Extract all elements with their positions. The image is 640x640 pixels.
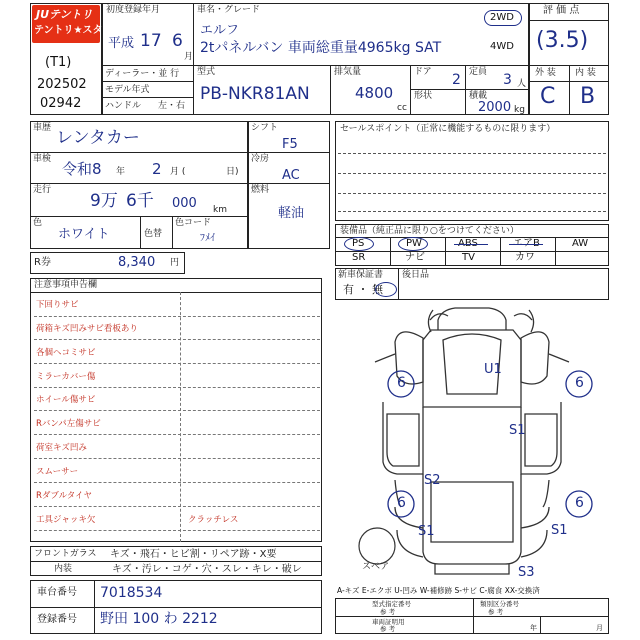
note-item-right: クラッチレス [188,515,239,525]
interior-grade: B [580,84,596,109]
damage-mark-s3: S3 [518,565,535,580]
displacement-value: 4800 [355,84,394,102]
displacement-unit: cc [397,103,407,113]
equip-airbag: エアB [513,238,540,249]
note-item: 荷室キズ凹み [36,443,87,453]
capacity-value: 3 [503,72,512,88]
mileage-label: 走行 [33,185,52,195]
model-year-label: モデル年式 [105,85,150,95]
footer-ref-3: 参 考 [380,625,396,633]
ticket-number-2: 02942 [40,96,82,111]
fuel-label: 燃料 [251,185,270,195]
dealer-label: ディーラー・並 行 [105,69,180,79]
footer-vehicle-cert: 車両証明用 [372,618,405,626]
equip-navi: ナビ [405,252,425,263]
warranty-circle [375,282,397,297]
inspection-day-unit: 日) [226,167,239,177]
doors-value: 2 [452,72,461,88]
capacity-label: 定員 [469,67,488,77]
mileage-rest: 000 [172,196,197,211]
equip-ps-circle [344,237,374,251]
front-glass-value: キズ・飛石・ヒビ割・リペア跡・X要 [110,549,277,560]
color-code-label: 色コード [175,218,212,228]
interior-cond-value: キズ・汚レ・コゲ・穴・スレ・キレ・破レ [112,564,302,575]
equipment-label: 装備品（純正品に限り○をつけてください） [340,226,519,236]
front-glass-label: フロントガラス [34,549,97,559]
plate-label: 登録番号 [37,614,77,625]
damage-mark-s1-right: S1 [551,523,568,538]
damage-mark-6-left-front: 6 [397,375,406,391]
first-reg-month: 6 [172,31,183,51]
mileage-sen: 6千 [126,191,154,211]
damage-mark-6-right-front: 6 [575,375,584,391]
note-item: 荷箱キズ凹みサビ看板あり [36,324,138,334]
recycle-label: R券 [34,257,51,268]
warranty-label: 新車保証書 [338,270,384,280]
note-item: 工具ジャッキ欠 [36,515,96,525]
inspection-year-unit: 年 [116,167,126,177]
notes-label: 注意事項申告欄 [34,280,98,290]
footer-ref-2: 参 考 [488,608,504,616]
shift-label: シフト [251,123,279,133]
mileage-man: 9万 [90,191,118,211]
recycle-unit: 円 [170,258,180,268]
score-value: (3.5) [536,28,589,53]
model-label: 型式 [197,67,216,77]
inspection-label: 車検 [33,154,52,164]
damage-mark-6-left-rear: 6 [397,495,406,511]
damage-mark-s2: S2 [424,473,441,488]
ticket-number-1: 202502 [37,77,87,92]
interior-label: 内 装 [575,68,596,78]
damage-mark-s1-left: S1 [418,524,435,539]
chassis-value: 7018534 [100,585,163,601]
note-item: スムーサー [36,467,79,477]
history-value: レンタカー [56,128,140,148]
load-label: 積載 [469,91,488,101]
damage-mark-u1: U1 [484,362,502,377]
displacement-label: 排気量 [334,67,362,77]
recycle-box [30,252,185,274]
logo-line1: JUテントリ [36,8,93,21]
spare-label: スペア [362,562,390,572]
interior-cond-label: 内装 [54,564,73,574]
first-reg-year: 17 [140,31,162,51]
equip-aw: AW [572,238,589,249]
first-reg-month-unit: 月 [184,52,194,62]
car-grade: 2tパネルバン 車両総重量4965kg SAT [200,40,442,56]
model-value: PB-NKR81AN [200,84,310,104]
color-label: 色 [33,218,43,228]
note-item: ミラーカバー傷 [36,372,96,382]
after-item-label: 後日品 [402,270,430,280]
fuel-value: 軽油 [278,206,305,221]
shift-value: F5 [282,137,298,152]
equip-ps: PS [352,238,365,249]
footer-type-designation: 型式指定番号 [372,600,411,608]
warranty-value: 有 ・ 無 [343,283,383,296]
recycle-value: 8,340 [118,255,156,270]
color-change-label: 色替 [144,229,163,239]
aircon-value: AC [282,168,300,183]
handle-label: ハンドル [105,101,142,111]
load-unit: kg [514,105,525,115]
note-item: Rダブルタイヤ [36,491,93,501]
note-item: ホイール傷サビ [36,395,96,405]
damage-mark-s1-body: S1 [509,423,526,438]
score-label: 評 価 点 [543,5,580,16]
footer-year-unit: 年 [530,624,537,632]
sales-point-label: セールスポイント（正常に機能するものに限ります） [340,124,556,134]
first-reg-era: 平成 [108,36,135,51]
inspection-month-unit: 月 ( [170,167,186,177]
first-reg-label: 初度登録年月 [106,5,161,15]
damage-legend: A-キズ E-エクボ U-凹み W-補修跡 S-サビ C-腐食 XX-交換済 [337,586,540,595]
note-item: 各個ヘコミサビ [36,348,96,358]
shape-label: 形状 [414,91,433,101]
equip-pw: PW [406,238,422,249]
chassis-label: 車台番号 [37,587,77,598]
drive-4wd: 4WD [490,41,514,52]
equip-sr: SR [352,252,366,263]
doors-label: ドア [414,67,432,77]
aircon-label: 冷房 [251,154,270,164]
logo [32,5,113,43]
inspection-era: 令和8 [62,160,102,178]
exterior-grade: C [540,84,556,109]
damage-mark-6-right-rear: 6 [575,495,584,511]
history-label: 車歴 [33,123,52,133]
logo-line2: テントリ★スター [34,25,113,36]
note-item: 下回りサビ [36,300,79,310]
car-name-label: 車名・グレード [197,5,261,15]
equip-abs: ABS [458,238,478,249]
car-name: エルフ [200,23,240,38]
color-code-value: ﾌﾒｲ [200,233,215,244]
vehicle-damage-diagram [335,302,609,582]
equip-pw-circle [398,237,428,251]
inspection-month: 2 [152,160,162,178]
drive-2wd: 2WD [490,12,514,23]
capacity-unit: 人 [517,79,527,89]
footer-ref-1: 参 考 [380,608,396,616]
lane-number: (T1) [45,55,72,70]
footer-classification: 類別区分番号 [480,600,519,608]
sales-point-box [335,121,609,221]
equip-leather: カワ [515,252,535,263]
mileage-unit: km [213,205,227,215]
plate-value: 野田 100 わ 2212 [100,611,218,627]
logo-panel [30,3,113,115]
handle-value: 左・右 [158,101,186,111]
note-item: Rバンパ左傷サビ [36,419,101,429]
exterior-label: 外 装 [535,68,556,78]
load-value: 2000 [478,100,512,115]
equip-tv: TV [462,252,475,263]
color-value: ホワイト [58,227,110,242]
footer-month-unit: 月 [596,624,603,632]
